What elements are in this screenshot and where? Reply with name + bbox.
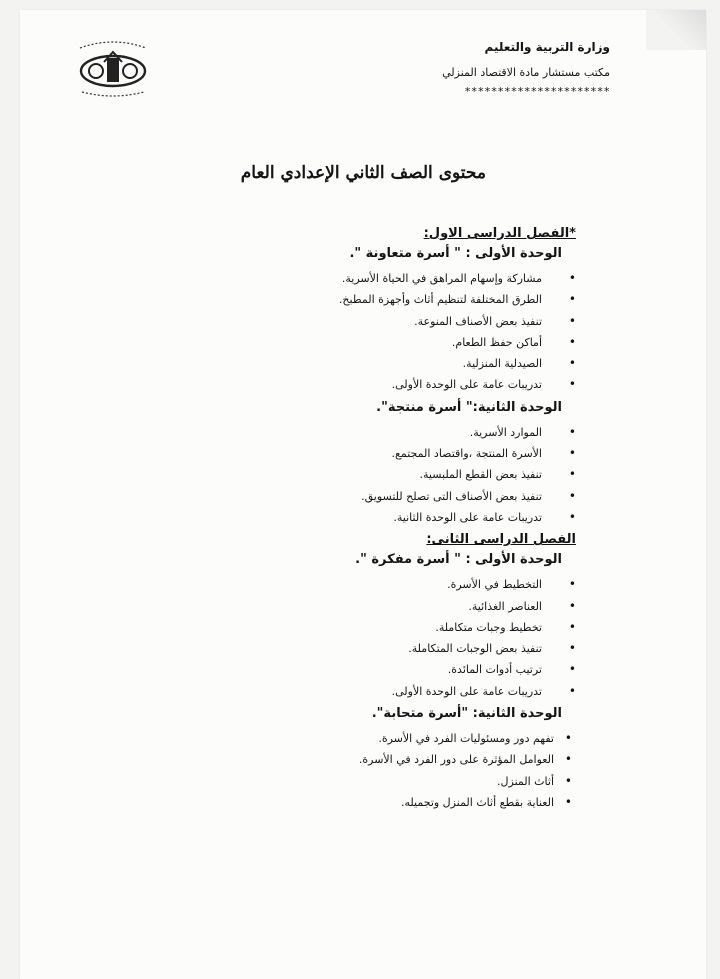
- list-item: • تخطيط وجبات متكاملة.: [56, 617, 576, 638]
- list-item: • تفهم دور ومسئوليات الفرد في الأسرة.: [56, 728, 576, 749]
- list-item: • تنفيذ بعض الأصناف المنوعة.: [56, 311, 576, 332]
- list-item: • تدريبات عامة على الوحدة الثانية.: [56, 507, 576, 528]
- semester-1-unit-2-list: [56, 422, 576, 528]
- list-item: • تنفيذ بعض القطع الملبسية.: [56, 464, 576, 485]
- list-item: • الطرق المختلفة لتنظيم أثاث وأجهزة المطبخ.: [56, 289, 576, 310]
- list-item: • أماكن حفظ الطعام.: [56, 332, 576, 353]
- list-item: • العناصر الغذائية.: [56, 596, 576, 617]
- list-item: • العوامل المؤثرة على دور الفرد في الأسرة.: [56, 749, 576, 770]
- office-name: مكتب مستشار مادة الاقتصاد المنزلي: [442, 66, 610, 79]
- list-item: • الموارد الأسرية.: [56, 422, 576, 443]
- page-corner-shadow: [646, 10, 706, 50]
- semester-2-label: الفصل الدراسى الثانى:: [426, 532, 576, 548]
- list-item: • مشاركة وإسهام المراهق في الحياة الأسرية.: [56, 268, 576, 289]
- list-item: • ترتيب أدوات المائدة.: [56, 659, 576, 680]
- semester-1-unit-1-list: [56, 268, 576, 396]
- semester-2-unit-1-list: [56, 574, 576, 702]
- separator-stars: **********************: [464, 85, 610, 98]
- semester-1-label: *الفصل الدراسى الاول:: [423, 226, 576, 241]
- list-item: • تدريبات عامة على الوحدة الأولى.: [56, 374, 576, 395]
- curriculum-content: [56, 224, 576, 815]
- semester-2-unit-1-title: الوحدة الأولى : " أسرة مفكرة ".: [355, 552, 562, 568]
- ministry-name: وزارة التربية والتعليم: [484, 40, 610, 54]
- list-item: • تدريبات عامة على الوحدة الأولى.: [56, 681, 576, 702]
- semester-1-unit-1-title: الوحدة الأولى : " أسرة متعاونة ".: [349, 246, 562, 261]
- list-item: • أثاث المنزل.: [56, 771, 576, 792]
- list-item: • تنفيذ بعض الوجبات المتكاملة.: [56, 638, 576, 659]
- page-title: محتوى الصف الثاني الإعدادي العام: [240, 163, 486, 183]
- semester-1-unit-2-title: الوحدة الثانية:" أسرة منتجة".: [376, 399, 562, 415]
- list-item: • الأسرة المنتجة ،واقتصاد المجتمع.: [56, 443, 576, 464]
- letterhead: [442, 40, 610, 98]
- ministry-logo: [70, 38, 156, 98]
- list-item: • تنفيذ بعض الأصناف التى تصلح للتسويق.: [56, 486, 576, 507]
- document-page: [20, 10, 706, 979]
- list-item: • التخطيط في الأسرة.: [56, 574, 576, 595]
- list-item: • العناية بقطع أثاث المنزل وتجميله.: [56, 792, 576, 813]
- list-item: • الصيدلية المنزلية.: [56, 353, 576, 374]
- semester-2-unit-2-list: [56, 728, 576, 813]
- semester-2-unit-2-title: الوحدة الثانية: "أسرة متحابة".: [371, 706, 562, 722]
